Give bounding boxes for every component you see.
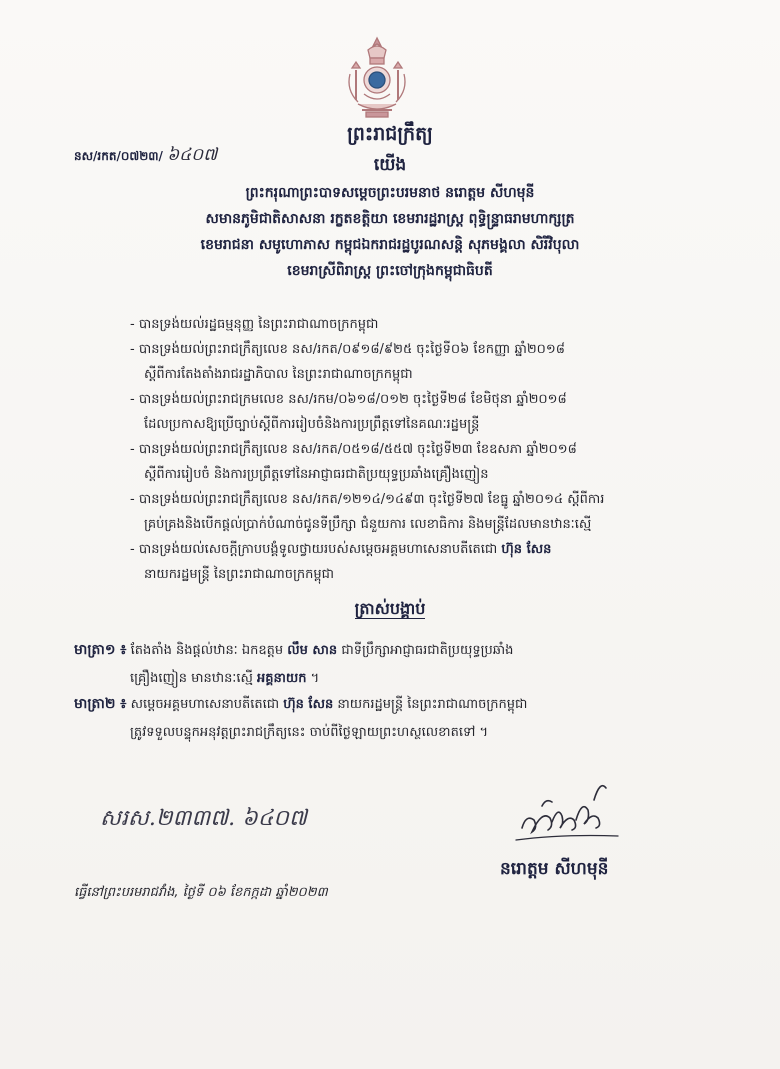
appointee-name: លឹម សាន: [287, 643, 338, 658]
prime-minister-name: ហ៊ុន សែន: [501, 542, 552, 557]
article-1: [74, 636, 714, 693]
consideration-item: - បានទ្រង់យល់រដ្ឋធម្មនុញ្ញ នៃព្រះរាជាណាចក្រកម្ពុជា: [130, 317, 379, 332]
article-label: មាត្រា២ ៖: [74, 696, 127, 712]
handwritten-date: សរស.២៣៣៧. ៦៤០៧: [100, 806, 307, 831]
article-text: ។: [306, 671, 320, 686]
article-text: នាយករដ្ឋមន្ត្រី នៃព្រះរាជាណាចក្រកម្ពុជា: [337, 697, 528, 712]
place-and-date: ធ្វើនៅព្រះបរមរាជវាំង, ថ្ងៃទី ០៦ ខែកក្កដា ឆ្នាំ២០២៣: [74, 885, 328, 900]
considerations-list: [130, 312, 690, 587]
article-text: ត្រូវទទួលបន្ទុកអនុវត្តព្រះរាជក្រឹត្យនេះ ចាប់ពីថ្ងៃឡាយព្រះហស្ថលេខាតទៅ ។: [130, 725, 489, 740]
consideration-item-continued: ដែលប្រកាសឱ្យប្រើច្បាប់ស្តីពីការរៀបចំនិងការប្រព្រឹត្តទៅនៃគណៈរដ្ឋមន្ត្រី: [144, 417, 480, 432]
consideration-item-continued: គ្រប់គ្រងនិងបើកផ្តល់ប្រាក់បំណាច់ជូនទីប្រឹក្សា ជំនួយការ លេខាធិការ និងមន្ត្រីដែលមានឋានៈស្មើ: [144, 517, 592, 532]
decree-heading-text: ត្រាស់បង្គាប់: [354, 599, 426, 618]
reference-number-printed: នស/រកត/០៧២៣/: [74, 149, 163, 163]
article-label: មាត្រា១ ៖: [74, 642, 127, 658]
article-text: គ្រឿងញៀន មានឋានៈស្មើ: [130, 671, 253, 686]
article-line: [74, 665, 714, 693]
consideration-item: - បានទ្រង់យល់ព្រះរាជក្រឹត្យលេខ នស/រកត/១២១៤/១៤៩៣ ចុះថ្ងៃទី២៧ ខែធ្នូ ឆ្នាំ២០១៤ ស្តីពីការ: [130, 492, 605, 507]
consideration-item-continued: ស្តីពីការតែងតាំងរាជរដ្ឋាភិបាល នៃព្រះរាជាណាចក្រកម្ពុជា: [144, 367, 413, 382]
royal-emblem-icon: [338, 34, 416, 120]
prime-minister-name: ហ៊ុន សែន: [283, 697, 334, 712]
document-title: ព្រះរាជក្រឹត្យ: [347, 123, 433, 145]
consideration-item: - បានទ្រង់យល់ព្រះរាជក្រមលេខ នស/រកម/០៦១៨/០១២ ចុះថ្ងៃទី២៨ ខែមិថុនា ឆ្នាំ២០១៨: [130, 392, 567, 407]
king-titles: [0, 180, 780, 284]
consideration-item: [130, 537, 690, 562]
article-line: [74, 636, 714, 665]
king-title-line: ព្រះករុណាព្រះបាទសម្តេចព្រះបរមនាថ នរោត្តម សីហមុនី: [245, 185, 535, 201]
signer-name: នរោត្តម សីហមុនី: [500, 859, 609, 879]
consideration-text: - បានទ្រង់យល់សេចក្តីក្រាបបង្គំទូលថ្វាយរបស់សម្តេចអគ្គមហាសេនាបតីតេជោ: [130, 542, 498, 557]
article-line: [74, 719, 714, 747]
reference-number-handwritten: ៦៤០៧: [167, 145, 218, 165]
consideration-item: - បានទ្រង់យល់ព្រះរាជក្រឹត្យលេខ នស/រកត/០៥១៨/៥៥៧ ចុះថ្ងៃទី២៣ ខែឧសភា ឆ្នាំ២០១៨: [130, 442, 577, 457]
king-title-line: ខេមរាស្រីពិរាស្ត្រ ព្រះចៅក្រុងកម្ពុជាធិបតី: [287, 263, 493, 279]
document-subtitle-we: យើង: [373, 155, 407, 175]
consideration-item-continued: នាយករដ្ឋមន្ត្រី នៃព្រះរាជាណាចក្រកម្ពុជា: [144, 567, 334, 582]
decree-heading: [0, 598, 780, 622]
rank-title: អគ្គនាយក: [257, 671, 307, 686]
article-2: [74, 690, 714, 747]
consideration-item: - បានទ្រង់យល់ព្រះរាជក្រឹត្យលេខ នស/រកត/០៩១៨/៩២៥ ចុះថ្ងៃទី០៦ ខែកញ្ញា ឆ្នាំ២០១៨: [130, 342, 565, 357]
article-text: ជាទីប្រឹក្សាអាជ្ញាធរជាតិប្រយុទ្ធប្រឆាំង: [341, 643, 514, 658]
consideration-item-continued: ស្តីពីការរៀបចំ និងការប្រព្រឹត្តទៅនៃអាជ្ញាធរជាតិប្រយុទ្ធប្រឆាំងគ្រឿងញៀន: [144, 467, 489, 482]
king-title-line: សមានភូមិជាតិសាសនា រក្ខតខត្តិយា ខេមរារដ្ឋរាស្ត្រ ពុទ្ធិន្ទ្រាធរាមហាក្សត្រ: [205, 211, 575, 227]
article-text: សម្តេចអគ្គមហាសេនាបតីតេជោ: [130, 697, 280, 712]
article-text: តែងតាំង និងផ្តល់ឋានៈ ឯកឧត្តម: [130, 643, 284, 658]
king-title-line: ខេមរាជនា សមូហោភាស កម្ពុជឯករាជរដ្ឋបូរណសន្តិ សុភមង្គលា សិរីវិបុលា: [200, 237, 580, 253]
royal-signature: [512, 770, 622, 850]
article-line: [74, 690, 714, 719]
